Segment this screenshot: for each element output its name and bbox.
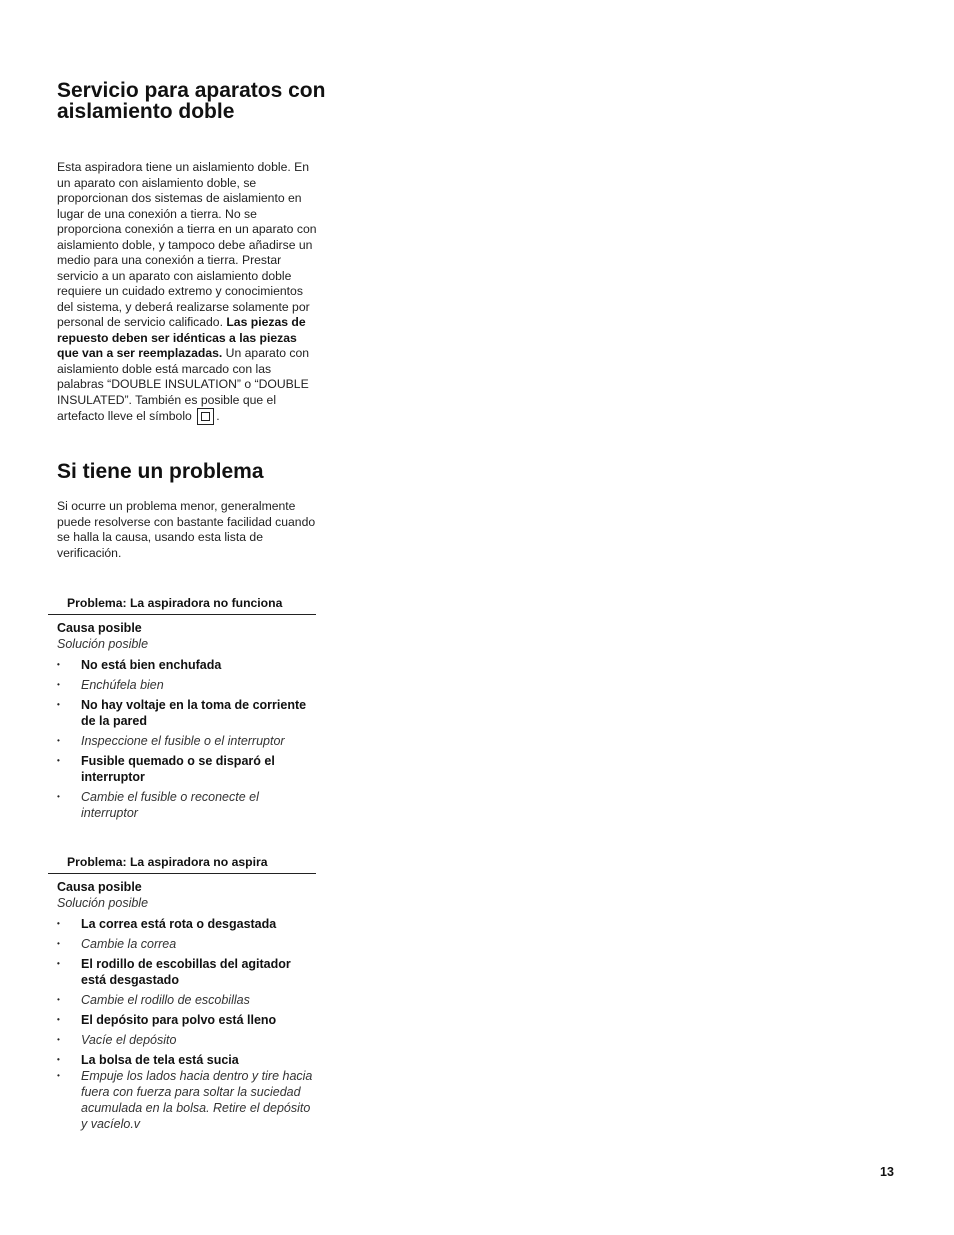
cause-item: • El depósito para polvo está lleno [57,1012,319,1028]
problem-heading-1: Problema: La aspiradora no funciona [48,596,316,615]
solution-label: Solución posible [57,895,149,910]
cause-label: Causa posible [57,621,142,635]
cause-item: • No hay voltaje en la toma de corriente de la pared [57,697,319,729]
paragraph-text-start: Esta aspiradora tiene un aislamiento doble. En un aparato con aislamiento doble, se proporcionan dos sistemas de aislamiento en lugar de una conexión a tierra. No se proporciona conexión a tierra en un aparato con aislamiento doble, y tampoco debe añadirse un medio para una conexión a tierra. Prestar servicio a un aparato con aislamiento doble requiere un cuidado extremo y conocimientos del sistema, y deberá realizarse solamente por personal de servicio calificado. [57,160,317,329]
problem-2-labels [57,880,319,911]
section-title-double-insulation: Servicio para aparatos con aislamiento doble [57,79,326,123]
cause-item: • La bolsa de tela está sucia [57,1052,319,1068]
paragraph-bold-text: Las piezas de repuesto deben ser idénticas a las piezas que van a ser reemplazadas. [57,315,306,360]
cause-item: • El rodillo de escobillas del agitador está desgastado [57,956,319,988]
problem-2-list [57,916,319,1136]
cause-item: • No está bien enchufada [57,657,319,673]
solution-item: • Cambie la correa [57,936,319,952]
solution-item: • Vacíe el depósito [57,1032,319,1048]
problem-heading-2: Problema: La aspiradora no aspira [48,855,316,874]
double-insulation-paragraph [57,160,319,425]
double-insulation-symbol-icon [197,408,214,425]
paragraph-tail: . [216,409,220,423]
cause-item: • La correa está rota o desgastada [57,916,319,932]
page-number: 13 [880,1165,894,1179]
cause-item: • Fusible quemado o se disparó el interruptor [57,753,319,785]
problem-1-labels [57,621,319,652]
solution-item: • Enchúfela bien [57,677,319,693]
solution-item: • Cambie el rodillo de escobillas [57,992,319,1008]
paragraph-text-end: Un aparato con aislamiento doble está marcado con las palabras “DOUBLE INSULATION” o “DOUBLE INSULATED”. También es posible que el artefacto lleve el símbolo [57,346,310,423]
solution-item: • Empuje los lados hacia dentro y tire hacia fuera con fuerza para soltar la suciedad acumulada en la bolsa. Retire el depósito y vacíelo.v [57,1068,319,1132]
problem-intro-paragraph: Si ocurre un problema menor, generalmente puede resolverse con bastante facilidad cuando se halla la causa, usando esta lista de verificación. [57,499,316,560]
section-title-problem: Si tiene un problema [57,460,264,483]
solution-label: Solución posible [57,636,149,651]
cause-label: Causa posible [57,880,142,894]
solution-item: • Cambie el fusible o reconecte el interruptor [57,789,319,821]
problem-1-list [57,657,319,825]
solution-item: • Inspeccione el fusible o el interruptor [57,733,319,749]
